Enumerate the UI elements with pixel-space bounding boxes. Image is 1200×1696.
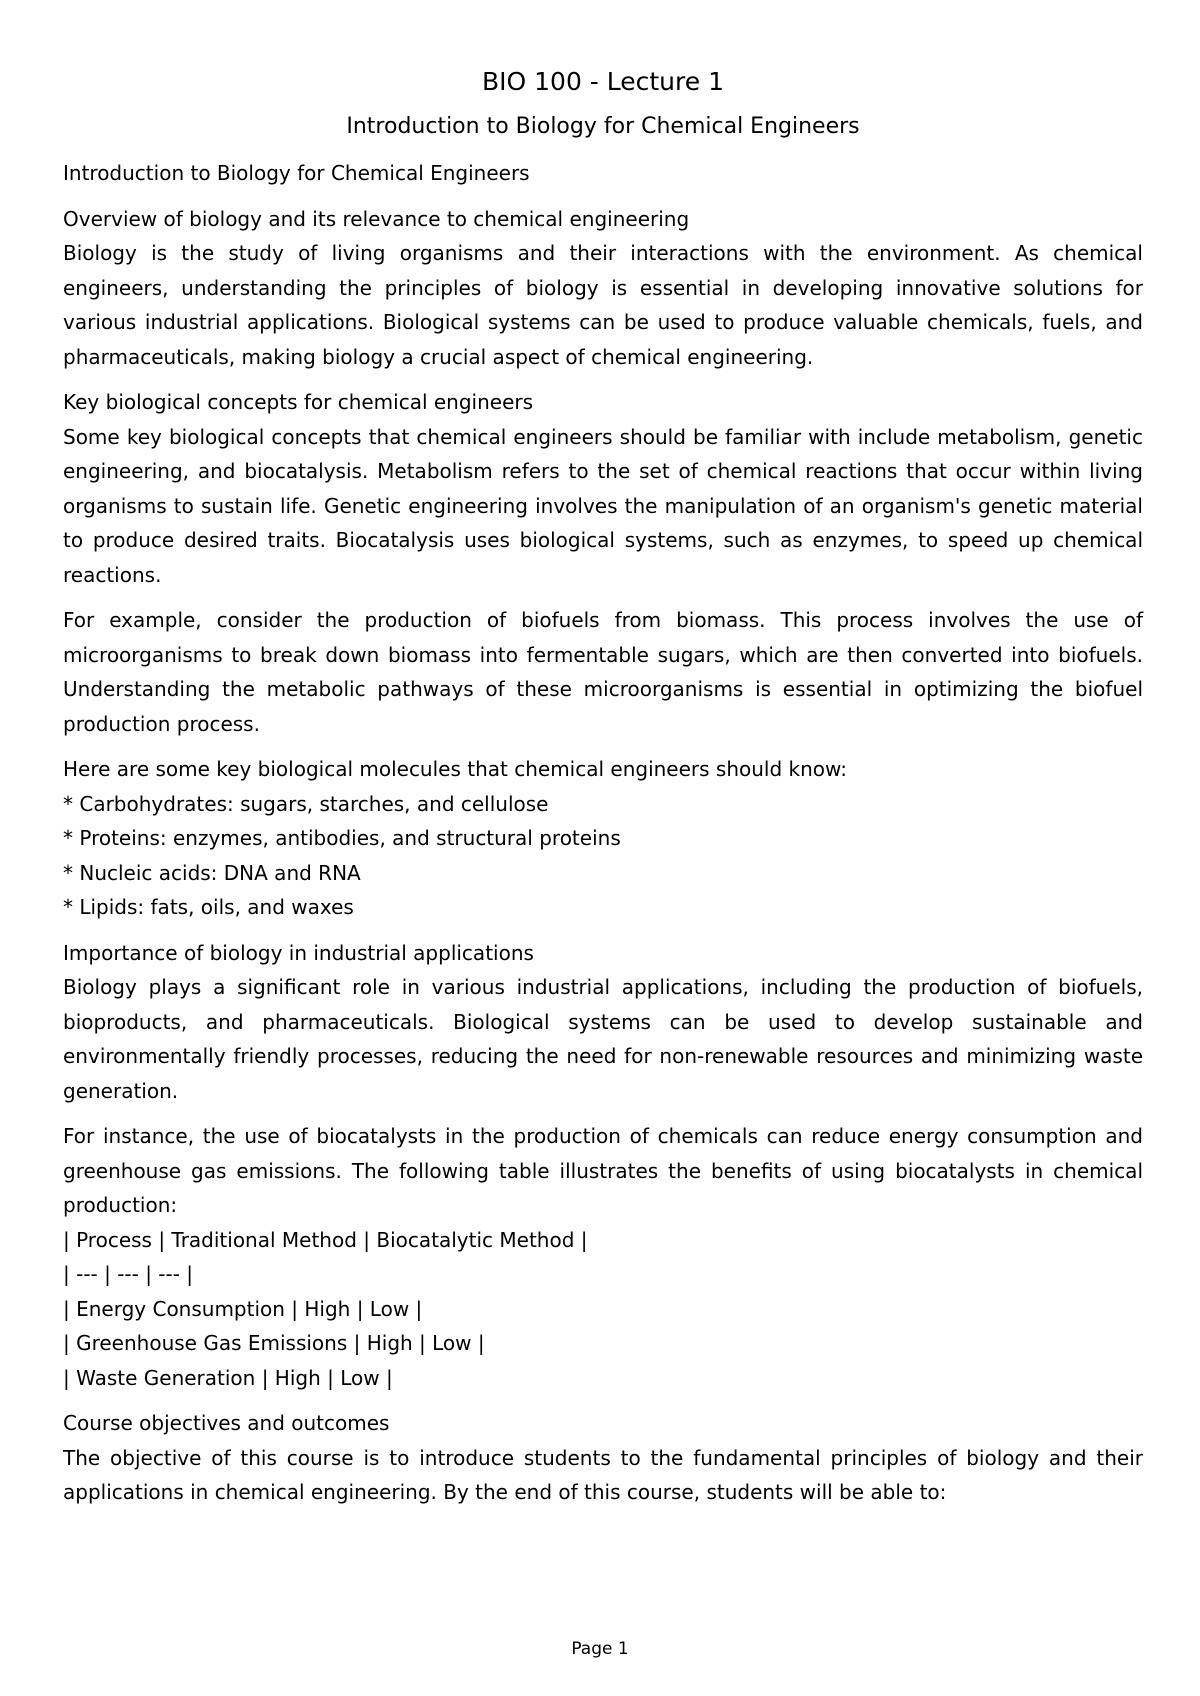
section-overview-heading: Overview of biology and its relevance to chemical engineering xyxy=(63,206,690,231)
section-key-concepts-heading: Key biological concepts for chemical engineers xyxy=(63,390,534,414)
section-key-concepts-body: Some key biological concepts that chemical engineers should be familiar with include metabolism, genetic engineering, and biocatalysis. Metabolism refers to the set of chemical reactions that occur within living organisms to sustain life. Genetic engineering involves the manipulation of an organism's genetic material to produce desired traits. Biocatalysis uses biological systems, such as enzymes, to speed up chemical reactions. xyxy=(63,424,1143,587)
section-industrial-body: Biology plays a significant role in various industrial applications, including the production of biofuels, bioproducts, and pharmaceuticals. Biological systems can be used to develop sustainable and environmentally friendly processes, reducing the need for non-renewable resources and minimizing waste generation. xyxy=(63,975,1143,1103)
list-item: * Lipids: fats, oils, and waxes xyxy=(63,895,354,919)
section-objectives-heading: Course objectives and outcomes xyxy=(63,1411,390,1435)
page-number: Page 1 xyxy=(571,1639,629,1659)
list-item: * Carbohydrates: sugars, starches, and cellulose xyxy=(63,791,549,816)
instance-paragraph xyxy=(63,1119,1143,1395)
intro-heading: Introduction to Biology for Chemical Engineers xyxy=(63,161,530,185)
document-subtitle: Introduction to Biology for Chemical Engineers xyxy=(346,114,860,139)
document-title: BIO 100 - Lecture 1 xyxy=(481,67,724,96)
section-industrial xyxy=(63,936,1143,1109)
intro-heading-paragraph xyxy=(63,156,1143,191)
molecules-intro: Here are some key biological molecules that chemical engineers should know: xyxy=(63,757,848,781)
table-row: | Greenhouse Gas Emissions | High | Low | xyxy=(63,1331,485,1355)
table-row: | --- | --- | --- | xyxy=(63,1262,194,1286)
section-objectives xyxy=(63,1406,1143,1510)
list-item: * Proteins: enzymes, antibodies, and structural proteins xyxy=(63,826,621,850)
section-objectives-body: The objective of this course is to introduce students to the fundamental principles of biology and their applications in chemical engineering. By the end of this course, students will be able to: xyxy=(63,1445,1143,1504)
table-row: | Waste Generation | High | Low | xyxy=(63,1365,393,1390)
molecules-list xyxy=(63,752,1143,925)
section-overview xyxy=(63,202,1143,375)
table-row: | Process | Traditional Method | Biocatalytic Method | xyxy=(63,1227,588,1252)
instance-body: For instance, the use of biocatalysts in the production of chemicals can reduce energy consumption and greenhouse gas emissions. The following table illustrates the benefits of using biocatalysts in chemical production: xyxy=(63,1124,1143,1217)
table-row: | Energy Consumption | High | Low | xyxy=(63,1296,423,1321)
example-paragraph: For example, consider the production of biofuels from biomass. This process involves the use of microorganisms to break down biomass into fermentable sugars, which are then converted into biofuels. Understanding the metabolic pathways of these microorganisms is essential in optimizing the biofuel production process. xyxy=(63,608,1143,736)
section-overview-body: Biology is the study of living organisms and their interactions with the environment. As chemical engineers, understanding the principles of biology is essential in developing innovative solutions for various industrial applications. Biological systems can be used to produce valuable chemicals, fuels, and pharmaceuticals, making biology a crucial aspect of chemical engineering. xyxy=(63,241,1143,369)
section-industrial-heading: Importance of biology in industrial applications xyxy=(63,940,534,965)
list-item: * Nucleic acids: DNA and RNA xyxy=(63,860,361,885)
section-key-concepts xyxy=(63,385,1143,592)
page-content xyxy=(63,66,1143,1521)
